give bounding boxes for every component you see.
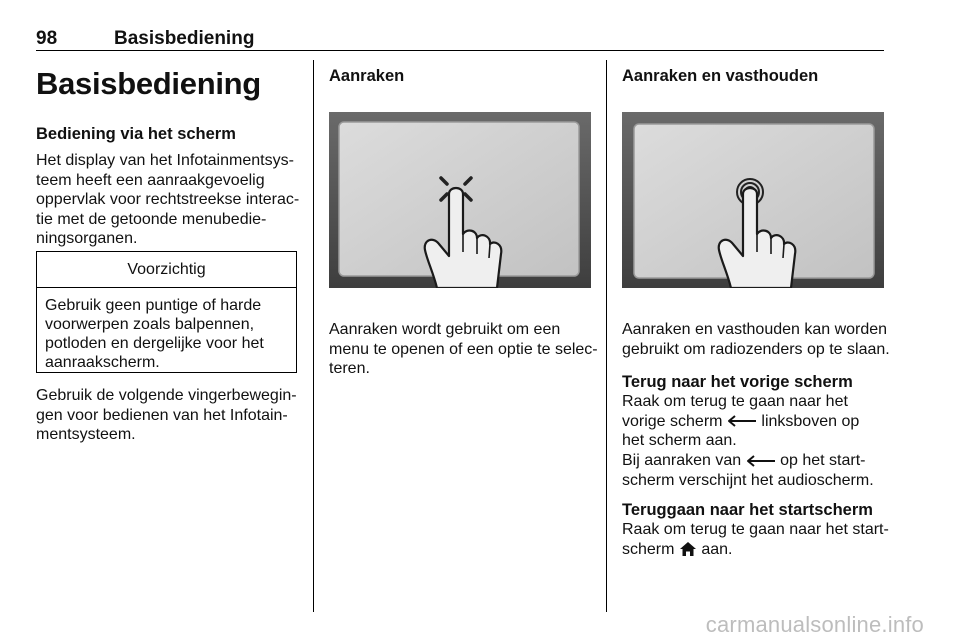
home-paragraph bbox=[622, 520, 892, 559]
text-line bbox=[622, 412, 892, 432]
text-line bbox=[622, 451, 892, 471]
back-paragraph-1 bbox=[622, 392, 892, 451]
text-fragment: Bij aanraken van bbox=[622, 452, 742, 469]
hold-heading: Aanraken en vasthouden bbox=[622, 67, 819, 85]
text-line: voorwerpen zoals balpennen, bbox=[45, 316, 255, 333]
text-line: teem heeft een aanraakgevoelig bbox=[36, 171, 265, 189]
text-fragment: aan. bbox=[701, 540, 733, 558]
hold-gesture-drawing bbox=[622, 112, 884, 288]
text-line: mentsysteem. bbox=[36, 426, 136, 443]
text-line: aanraakscherm. bbox=[45, 354, 160, 371]
tap-gesture-drawing bbox=[329, 112, 591, 288]
text-line: Raak om terug te gaan naar het bbox=[622, 393, 848, 410]
home-heading: Teruggaan naar het startscherm bbox=[622, 501, 873, 519]
tap-heading: Aanraken bbox=[329, 67, 405, 85]
section-title: Basisbediening bbox=[36, 66, 261, 101]
caution-text bbox=[45, 296, 295, 372]
text-line: Het display van het Infotainmentsys- bbox=[36, 152, 294, 169]
text-line bbox=[622, 540, 892, 560]
text-line: teren. bbox=[329, 360, 370, 377]
back-arrow-icon bbox=[727, 415, 757, 427]
text-line: potloden en dergelijke voor het bbox=[45, 335, 264, 352]
subheading: Bediening via het scherm bbox=[36, 125, 236, 143]
text-line: het scherm aan. bbox=[622, 432, 737, 449]
text-line: gen voor bedienen van het Infotain- bbox=[36, 406, 288, 424]
header-rule bbox=[36, 50, 884, 51]
back-heading: Terug naar het vorige scherm bbox=[622, 373, 853, 391]
text-line: Gebruik geen puntige of harde bbox=[45, 297, 262, 314]
text-line: Raak om terug te gaan naar het start- bbox=[622, 521, 889, 538]
tap-description bbox=[329, 320, 599, 379]
caution-title: Voorzichtig bbox=[37, 252, 296, 288]
text-fragment: op het start- bbox=[780, 452, 866, 469]
page-number: 98 bbox=[36, 28, 58, 49]
running-title: Basisbediening bbox=[114, 28, 255, 49]
text-line: oppervlak voor rechtstreekse interac- bbox=[36, 191, 300, 208]
text-fragment: scherm bbox=[622, 540, 675, 558]
gestures-paragraph bbox=[36, 386, 306, 445]
text-fragment: linksboven op bbox=[761, 412, 860, 430]
back-paragraph-2 bbox=[622, 451, 892, 490]
text-line: Aanraken en vasthouden kan worden bbox=[622, 321, 888, 338]
intro-paragraph bbox=[36, 151, 306, 249]
hold-gesture-illustration bbox=[622, 112, 884, 288]
column-divider-2 bbox=[606, 60, 607, 612]
watermark: carmanualsonline.info bbox=[705, 612, 924, 637]
home-icon bbox=[679, 541, 697, 557]
back-arrow-icon bbox=[746, 455, 776, 467]
tap-gesture-illustration bbox=[329, 112, 591, 288]
hold-description bbox=[622, 320, 892, 359]
text-line: gebruikt om radiozenders op te slaan. bbox=[622, 340, 890, 358]
column-divider-1 bbox=[313, 60, 314, 612]
text-line: Gebruik de volgende vingerbewegin- bbox=[36, 387, 297, 404]
text-fragment: vorige scherm bbox=[622, 412, 723, 430]
text-line: tie met de getoonde menubedie- bbox=[36, 210, 267, 228]
caution-box bbox=[36, 251, 297, 373]
text-line: Aanraken wordt gebruikt om een bbox=[329, 321, 561, 338]
text-line: scherm verschijnt het audioscherm. bbox=[622, 471, 874, 489]
text-line: ningsorganen. bbox=[36, 230, 138, 247]
text-line: menu te openen of een optie te selec- bbox=[329, 340, 598, 358]
